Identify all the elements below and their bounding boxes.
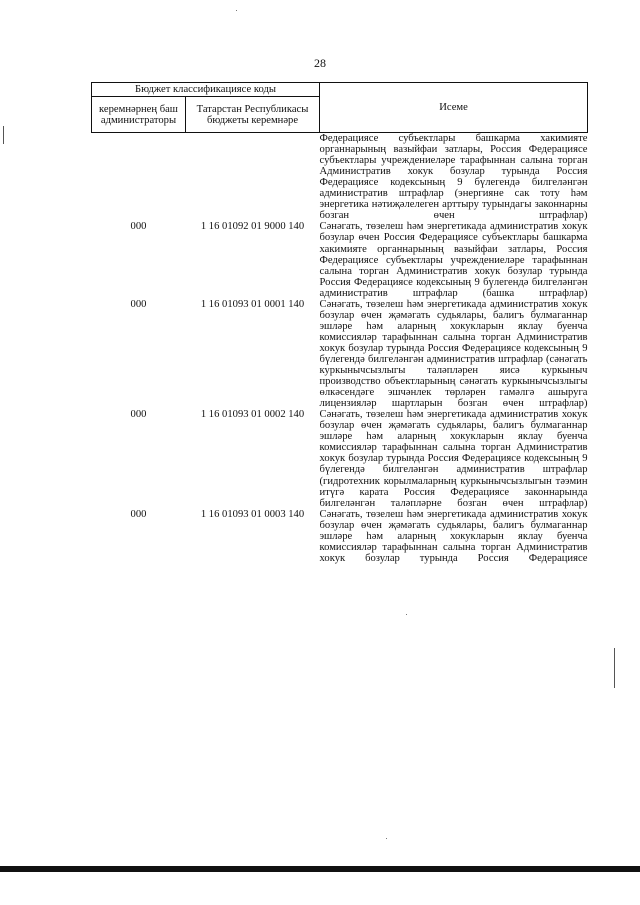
- scan-bottom-edge: [0, 866, 640, 872]
- row-name: Сәнәгать, төзелеш һәм энергетикада административ хокук бозулар өчен җәмәгать судьялары, балигъ булмаганнар эшләре һәм аларның хокукларын яклау буенча комиссияләр тарафыннан салына торган Административ хокук бозулар турында Россия Федерациясе: [319, 508, 588, 564]
- admin-code: 000: [130, 508, 147, 520]
- admin-code: 000: [130, 221, 147, 233]
- scan-speck: [386, 838, 387, 839]
- table-row-carryover: [92, 133, 588, 222]
- left-margin-mark: [3, 126, 4, 144]
- page-number: 28: [314, 56, 326, 70]
- admin-column-header: керемнәрнең баш администраторы: [92, 97, 186, 133]
- table-row: [92, 221, 588, 298]
- row-name: Федерациясе субъектлары башкарма хакимияте органнарының вазыйфаи затлары, Россия Федерациясе субъектлары учреждениеләре тарафыннан салына торган Административ хокук бозулар турында Россия Федерациясе кодексының 9 бүлегендә билгеләнгән административ штрафлар (энергияне сак тоту һәм энергетика нәтиҗәлелеген арттыру турындагы законнарны бозган өчен штрафлар): [319, 133, 588, 222]
- name-column-header: Исеме: [320, 83, 588, 133]
- scan-speck: [236, 10, 237, 11]
- revenue-code: 1 16 01092 01 9000 140: [200, 221, 305, 233]
- scan-speck: [406, 614, 407, 615]
- revenue-code: 1 16 01093 01 0001 140: [200, 298, 305, 310]
- right-margin-mark: [614, 648, 615, 688]
- row-name: Сәнәгать, төзелеш һәм энергетикада административ хокук бозулар өчен җәмәгать судьялары, балигъ булмаганнар эшләре һәм аларның хокукларын яклау буенча комиссияләр тарафыннан салына торган Административ хокук бозулар турында Россия Федерациясе кодексының 9 бүлегендә билгеләнгән административ штрафлар (гидротехник корылмаларның куркынычсызлыгын тәэмин итүгә карата Россия Федерациясе законнарында билгеләнгән таләпләрне бозган өчен штрафлар): [319, 409, 588, 509]
- table-row: [92, 299, 588, 409]
- revenue-code: 1 16 01093 01 0002 140: [200, 409, 305, 421]
- admin-code: 000: [130, 409, 147, 421]
- row-name: Сәнәгать, төзелеш һәм энергетикада административ хокук бозулар өчен Россия Федерациясе субъектлары башкарма хакимияте органнарының вазыйфаи затлары, Россия Федерациясе субъектлары учреждениеләре тарафыннан салына торган Административ хокук бозулар турында Россия Федерациясе кодексының 9 бүлегендә билгеләнгән административ штрафлар (башка штрафлар): [319, 221, 588, 299]
- row-name: Сәнәгать, төзелеш һәм энергетикада административ хокук бозулар өчен җәмәгать судьялары, балигъ булмаганнар эшләре һәм аларның хокукларын яклау буенча комиссияләр тарафыннан салына торган Административ хокук бозулар турында Россия Федерациясе кодексының 9 бүлегендә билгеләнгән административ штрафлар (сәнәгать куркынычсызлыгы таләпләрен яисә куркыныч производство объектларының сәнәгать куркынычсызлыгы өлкәсендәге эшчәнлек төрләрен гамәлгә ашыруга лицензияләр шартларын бозган өчен штрафлар): [319, 298, 588, 410]
- budget-classification-table: [91, 82, 588, 564]
- revenue-code: 1 16 01093 01 0003 140: [200, 508, 305, 520]
- admin-code: 000: [130, 298, 147, 310]
- table-row: [92, 409, 588, 508]
- table-row: [92, 509, 588, 564]
- budget-classification-header: Бюджет классификациясе коды: [92, 83, 320, 97]
- revenue-column-header: Татарстан Республикасы бюджеты керемнәре: [186, 97, 320, 133]
